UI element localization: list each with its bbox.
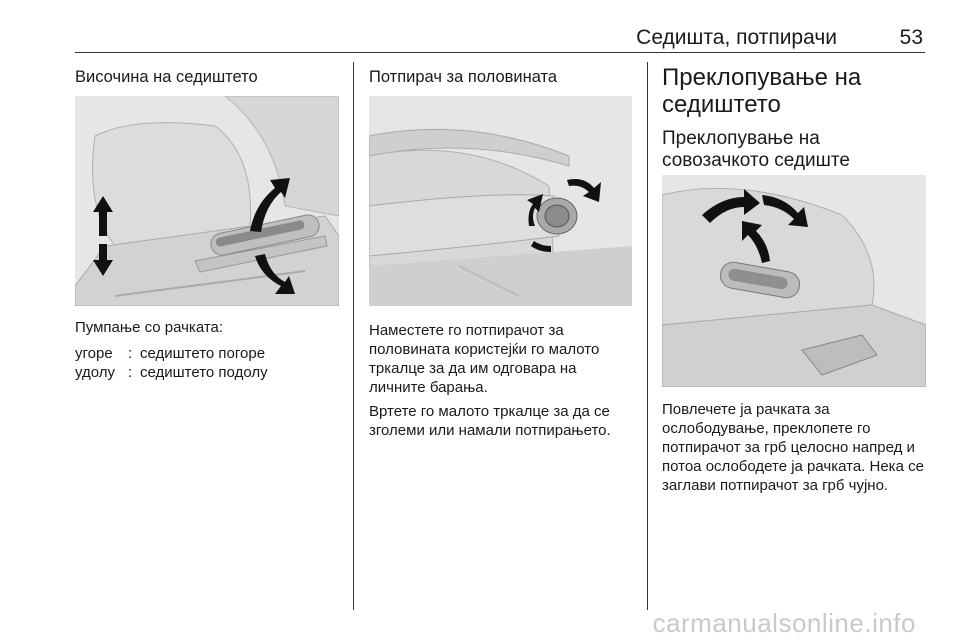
- column-seat-folding: [662, 64, 927, 172]
- paragraph-lumbar-rotate: Вртете го малото тркалце за да се зголеми или намали потпирањето.: [369, 403, 611, 439]
- paragraph-fold-instructions: Повлечете ја рачката за ослободување, преклопете го потпирачот за грб целосно напред и потоа ослободете ја рачката. Нека се заглави потпирачот за грб чујно.: [662, 401, 924, 494]
- key-value-list: [75, 345, 340, 385]
- row-up-key: угоре: [75, 345, 113, 362]
- row-down-sep: :: [128, 364, 133, 381]
- page-number: 53: [899, 26, 923, 49]
- column-lumbar: [369, 64, 634, 87]
- page-header: [75, 26, 925, 53]
- column-divider-1: [353, 62, 354, 610]
- caption-pump-lever: Пумпање со рачката:: [75, 319, 224, 336]
- header-title: Седишта, потпирачи: [636, 26, 837, 49]
- figure-passenger-seat-fold: [662, 175, 926, 387]
- row-up-value: седиштето погоре: [140, 345, 266, 362]
- section-heading-seat-height: Височина на седиштето: [75, 68, 258, 86]
- row-down-key: удолу: [75, 364, 116, 381]
- paragraph-lumbar-adjust: Наместете го потпирачот за половината користејќи го малото тркалце за да им одговара на личните барања.: [369, 322, 600, 396]
- column-seat-height-text: [75, 318, 340, 337]
- column-seat-folding-text: [662, 400, 927, 495]
- section-heading-lumbar: Потпирач за половината: [369, 68, 558, 86]
- column-divider-2: [647, 62, 648, 610]
- column-seat-height: [75, 64, 340, 87]
- column-lumbar-text: [369, 321, 634, 440]
- subheading-passenger-seat: Преклопување на совозачкото седиште: [662, 128, 850, 171]
- row-down-value: седиштето подолу: [140, 364, 268, 381]
- figure-lumbar-support: [369, 96, 632, 306]
- section-heading-seat-folding: Преклопување на седиштето: [662, 64, 862, 118]
- row-up-sep: :: [128, 345, 133, 362]
- watermark: carmanualsonline.info: [652, 608, 916, 638]
- figure-seat-height: [75, 96, 339, 306]
